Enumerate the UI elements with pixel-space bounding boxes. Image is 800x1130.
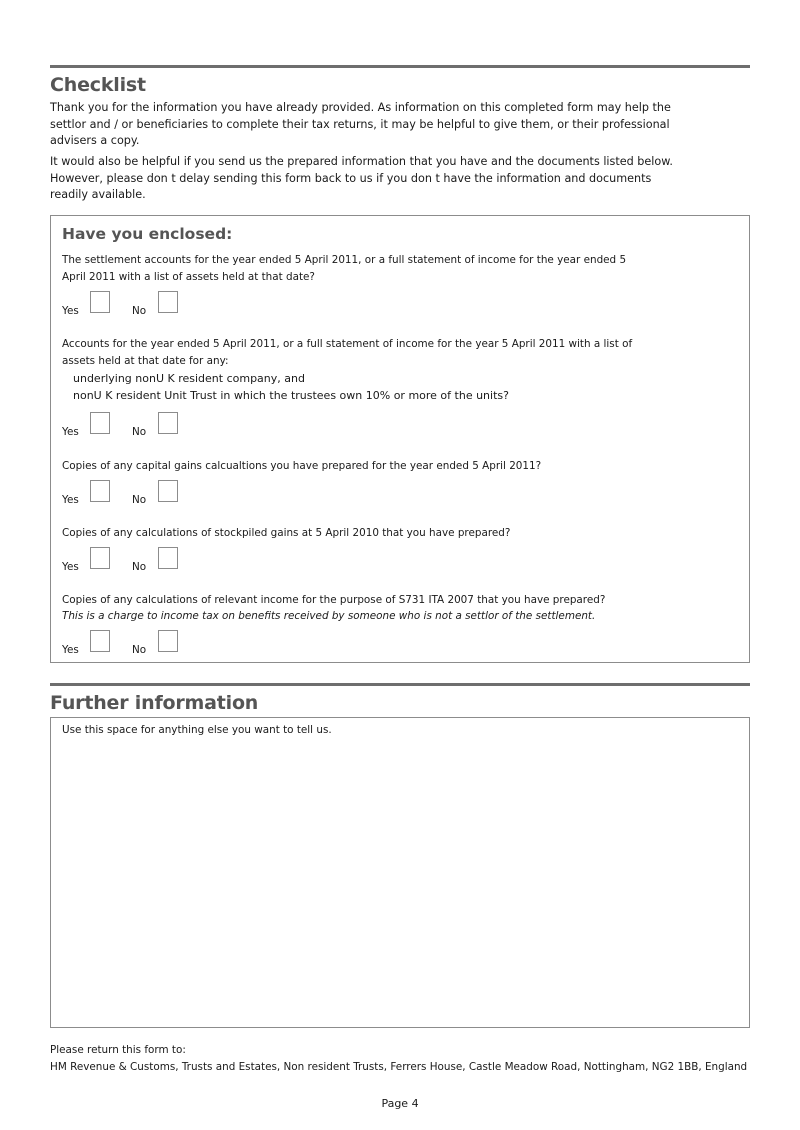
yes-label: Yes [62, 561, 79, 573]
q2-no-checkbox[interactable] [158, 412, 178, 434]
checklist-title: Checklist [50, 74, 146, 96]
q3-no-checkbox[interactable] [158, 480, 178, 502]
return-address: HM Revenue & Customs, Trusts and Estates, Non resident Trusts, Ferrers House, Castle Meadow Road, Nottingham, NG2 1BB, England [50, 1061, 748, 1073]
yes-label: Yes [62, 426, 79, 438]
question-3: Copies of any capital gains calcualtions you have prepared for the year ended 5 April 2011? [62, 460, 542, 472]
checklist-intro-1: Thank you for the information you have already provided. As information on this completed form may help the settlor and / or beneficiaries to complete their tax returns, it may be helpful to give them, or their professional advisers a copy. [50, 101, 671, 147]
yes-label: Yes [62, 644, 79, 656]
question-5-note: This is a charge to income tax on benefits received by someone who is not a settlor of the settlement. [62, 610, 596, 622]
no-label: No [132, 644, 147, 656]
further-prompt: Use this space for anything else you want to tell us. [62, 724, 332, 736]
q1-yes-checkbox[interactable] [90, 291, 110, 313]
q5-no-checkbox[interactable] [158, 630, 178, 652]
q1-no-checkbox[interactable] [158, 291, 178, 313]
section-rule [50, 65, 750, 68]
question-4: Copies of any calculations of stockpiled gains at 5 April 2010 that you have prepared? [62, 527, 511, 539]
question-2 [62, 336, 642, 404]
question-2-text: Accounts for the year ended 5 April 2011, or a full statement of income for the year 5 April 2011 with a list of assets held at that date for any: [62, 338, 633, 367]
no-label: No [132, 305, 147, 317]
question-1: The settlement accounts for the year ended 5 April 2011, or a full statement of income for the year ended 5 April 2011 with a list of assets held at that date? [62, 254, 627, 283]
question-2-sub-1: underlying nonU K resident company, and [73, 372, 305, 385]
q3-yes-checkbox[interactable] [90, 480, 110, 502]
q5-yes-checkbox[interactable] [90, 630, 110, 652]
section-rule [50, 683, 750, 686]
enclosed-panel [50, 215, 750, 663]
q4-yes-checkbox[interactable] [90, 547, 110, 569]
question-5: Copies of any calculations of relevant income for the purpose of S731 ITA 2007 that you have prepared? [62, 594, 606, 606]
checklist-intro-2: It would also be helpful if you send us the prepared information that you have and the documents listed below. However, please don t delay sending this form back to us if you don t have the information and documents readily available. [50, 155, 673, 201]
return-label: Please return this form to: [50, 1044, 186, 1056]
no-label: No [132, 561, 147, 573]
further-title: Further information [50, 692, 259, 714]
question-2-sub-2: nonU K resident Unit Trust in which the trustees own 10% or more of the units? [73, 389, 509, 402]
no-label: No [132, 426, 147, 438]
no-label: No [132, 494, 147, 506]
yes-label: Yes [62, 494, 79, 506]
page-number: Page 4 [381, 1097, 419, 1110]
enclosed-title: Have you enclosed: [62, 225, 233, 243]
further-info-textarea[interactable] [50, 717, 750, 1028]
q4-no-checkbox[interactable] [158, 547, 178, 569]
yes-label: Yes [62, 305, 79, 317]
q2-yes-checkbox[interactable] [90, 412, 110, 434]
